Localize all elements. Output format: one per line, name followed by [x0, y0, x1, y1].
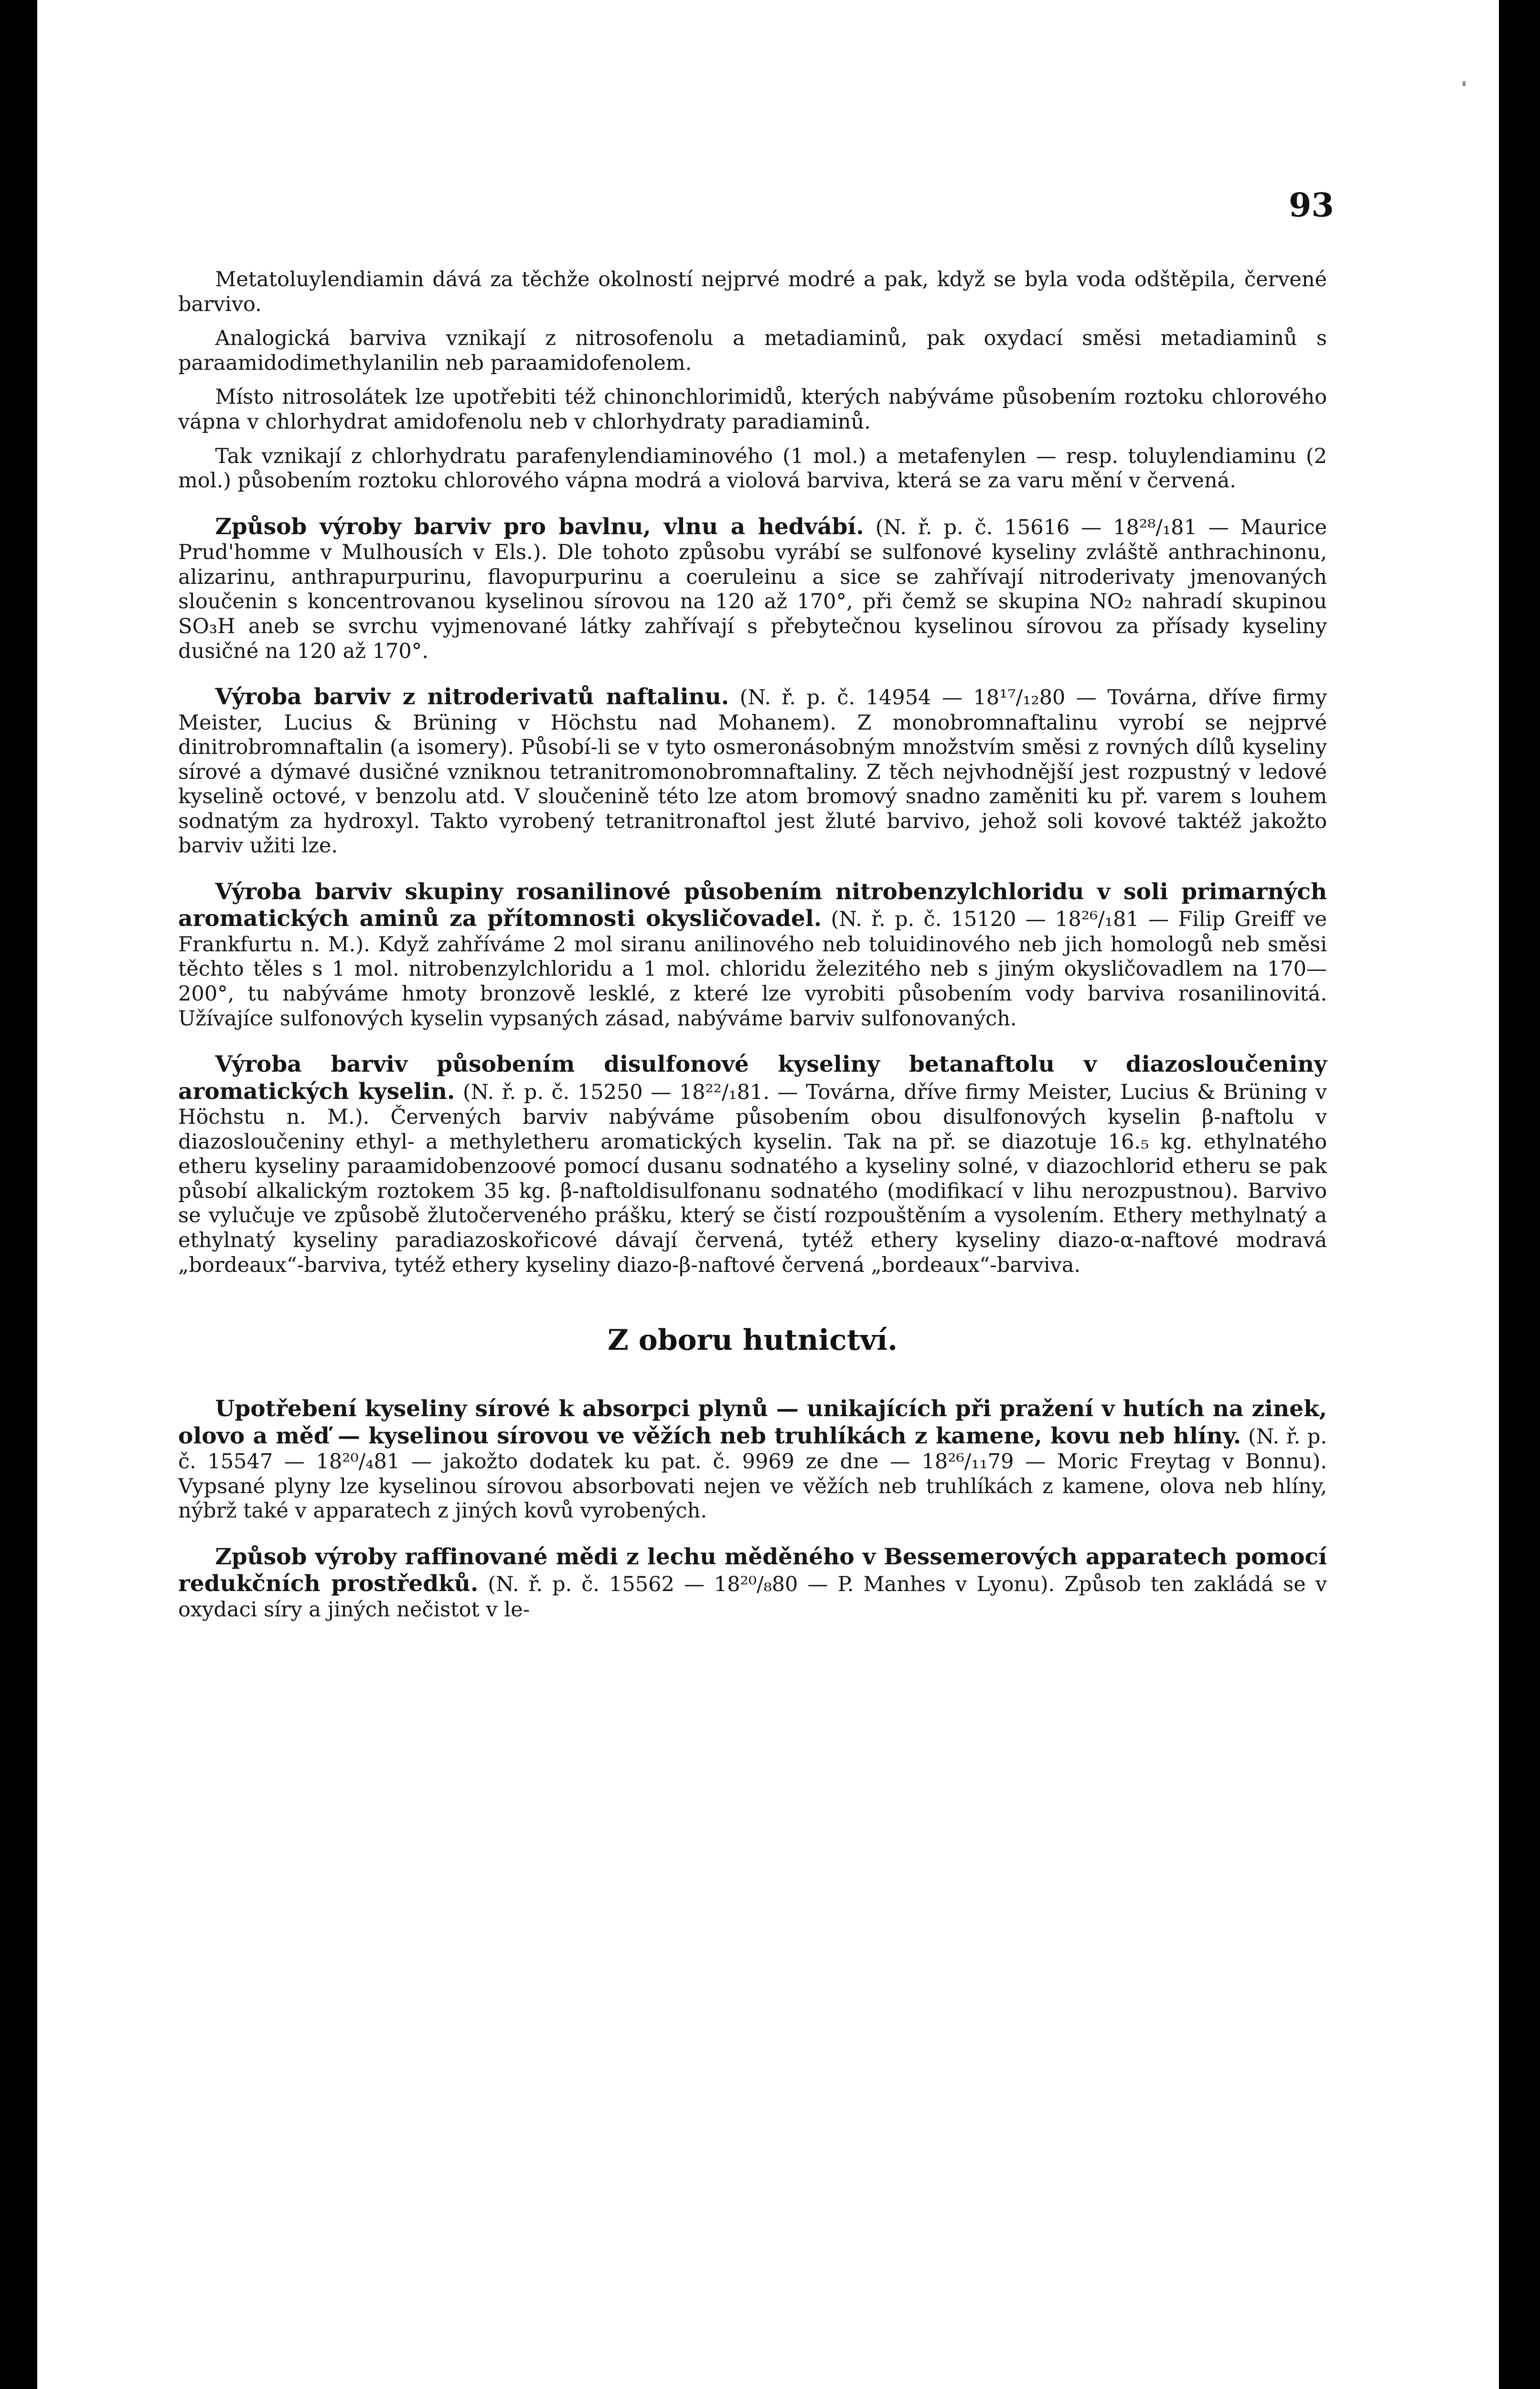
- patent-kyselina-sirova-absorpce: [178, 1396, 1327, 1524]
- patent-heading: Výroba barviv z nitroderivatů naftalinu.: [215, 684, 729, 710]
- book-page: [37, 0, 1499, 2389]
- patent-body: (N. ř. p. č. 15120 — 18²⁶/₁81 — Filip Greiff ve Frankfurtu n. M.). Když zahříváme 2 mol siranu anilinového neb toluidinového neb jich homologů neb směsi těchto těles s 1 mol. nitrobenzylchloridu a 1 mol. chloridu železitého neb s jiným okysličovadlem na 170—200°, tu nabýváme hmoty bronzově lesklé, z které lze vyrobiti působením vody barviva rosanilinovitá. Užívajíce sulfonových kyselin vypsaných zásad, nabýváme barviv sulfonovaných.: [178, 907, 1327, 1031]
- paragraph-metatoluylendiamin: Metatoluylendiamin dává za těchže okolností nejprvé modré a pak, když se byla voda odštěpila, červené barvivo.: [178, 268, 1327, 316]
- patent-heading: Způsob výroby barviv pro bavlnu, vlnu a hedvábí.: [215, 513, 864, 540]
- paragraph-analogicka-barviva: Analogická barviva vznikají z nitrosofenolu a metadiaminů, pak oxydací směsi metadiaminů s paraamidodimethylanilin neb paraamidofenolem.: [178, 326, 1327, 375]
- patent-raffinovana-med: [178, 1544, 1327, 1622]
- patent-barviv-bavlna: [178, 514, 1327, 664]
- section-title: Z oboru hutnictví.: [608, 1324, 898, 1357]
- text-column: [178, 268, 1327, 1642]
- patent-heading: Výroba barviv skupiny rosanilinové působením nitrobenzylchloridu v soli primarných aromatických aminů za přítomnosti okysličovadel.: [178, 879, 1327, 932]
- patent-disulfonova-kyselina: [178, 1051, 1327, 1278]
- patent-heading: Upotřebení kyseliny sírové k absorpci plynů — unikajících při pražení v hutích na zinek, olovo a měď — kyselinou sírovou ve věžích neb truhlíkách z kamene, kovu neb hlíny.: [178, 1396, 1327, 1449]
- patent-body: (N. ř. p. č. 15547 — 18²⁰/₄81 — jakožto dodatek ku pat. č. 9969 ze dne — 18²⁶/₁₁79 — Moric Freytag v Bonnu). Vypsané plyny lze kyselinou sírovou absorbovati nejen ve věžích neb truhlíkách z kamene, olova neb hlíny, nýbrž také v apparatech z jiných kovů vyrobených.: [178, 1424, 1327, 1523]
- page-number: 93: [1289, 186, 1334, 225]
- patent-body: (N. ř. p. č. 15616 — 18²⁸/₁81 — Maurice Prud'homme v Mulhousích v Els.). Dle tohoto způsobu vyrábí se sulfonové kyseliny zvláště anthrachinonu, alizarinu, anthrapurpurinu, flavopurpurinu a coeruleinu a sice se zahřívají nitroderivaty jmenovaných sloučenin s koncentrovanou kyselinou sírovou na 120 až 170°, při čemž se skupina NO₂ nahradí skupinou SO₃H aneb se svrchu vyjmenované látky zahřívají s přebytečnou kyselinou sírovou za přísady kyseliny dusičné na 120 až 170°.: [178, 515, 1327, 663]
- patent-heading: Výroba barviv působením disulfonové kyseliny betanaftolu v diazosloučeniny aromatických kyselin.: [178, 1051, 1327, 1105]
- patent-body: (N. ř. p. č. 15250 — 18²²/₁81. — Továrna, dříve firmy Meister, Lucius & Brüning v Höchstu n. M.). Červených barviv nabýváme působením obou disulfonových kyselin β-naftolu v diazosloučeniny ethyl- a methyletheru aromatických kyselin. Tak na př. se diazotuje 16.₅ kg. ethylnatého etheru kyseliny paraamidobenzoové pomocí dusanu sodnatého a kyseliny solné, v diazochlorid etheru se pak působí alkalickým roztokem 35 kg. β-naftoldisulfonanu sodnatého (modifikací v lihu nerozpustnou). Barvivo se vylučuje ve způsobě žlutočerveného prášku, který se čistí rozpouštěním a vysolením. Ethery methylnatý a ethylnatý kyseliny paradiazoskořicové dávají červená, tytéž ethery kyseliny diazo-α-naftové modravá „bordeaux“-barviva, tytéž ethery kyseliny diazo-β-naftové červená „bordeaux“-barviva.: [178, 1080, 1327, 1277]
- paragraph-misto-nitrosolatek: Místo nitrosolátek lze upotřebiti též chinonchlorimidů, kterých nabýváme působením roztoku chlorového vápna v chlorhydrat amidofenolu neb v chlorhydraty paradiaminů.: [178, 385, 1327, 434]
- patent-heading: Způsob výroby raffinované mědi z lechu měděného v Bessemerových apparatech pomocí redukčních prostředků.: [178, 1543, 1327, 1597]
- patent-body: (N. ř. p. č. 15562 — 18²⁰/₈80 — P. Manhes v Lyonu). Způsob ten zakládá se v oxydaci síry a jiných nečistot v le-: [178, 1572, 1327, 1622]
- patent-nitroderivaty-naftalinu: [178, 684, 1327, 859]
- page-speck: [1463, 81, 1465, 86]
- patent-rosanilinove-barviva: [178, 879, 1327, 1031]
- paragraph-tak-vznikaji: Tak vznikají z chlorhydratu parafenylendiaminového (1 mol.) a metafenylen — resp. toluylendiaminu (2 mol.) působením roztoku chlorového vápna modrá a violová barviva, která se za varu mění v červená.: [178, 444, 1327, 493]
- patent-body: (N. ř. p. č. 14954 — 18¹⁷/₁₂80 — Továrna, dříve firmy Meister, Lucius & Brüning v Höchstu nad Mohanem). Z monobromnaftalinu vyrobí se nejprvé dinitrobromnaftalin (a isomery). Působí-li se v tyto osmeronásobným množstvím směsi z rovných dílů kyseliny sírové a dýmavé dusičné vzniknou tetranitromonobromnaftaliny. Z těch nejvhodnější jest rozpustný v ledové kyselině octové, v benzolu atd. V sloučenině této lze atom bromový snadno zaměniti ku př. varem s louhem sodnatým za hydroxyl. Takto vyrobený tetranitronaftol jest žluté barvivo, jehož soli kovové taktéž jakožto barviv užiti lze.: [178, 686, 1327, 858]
